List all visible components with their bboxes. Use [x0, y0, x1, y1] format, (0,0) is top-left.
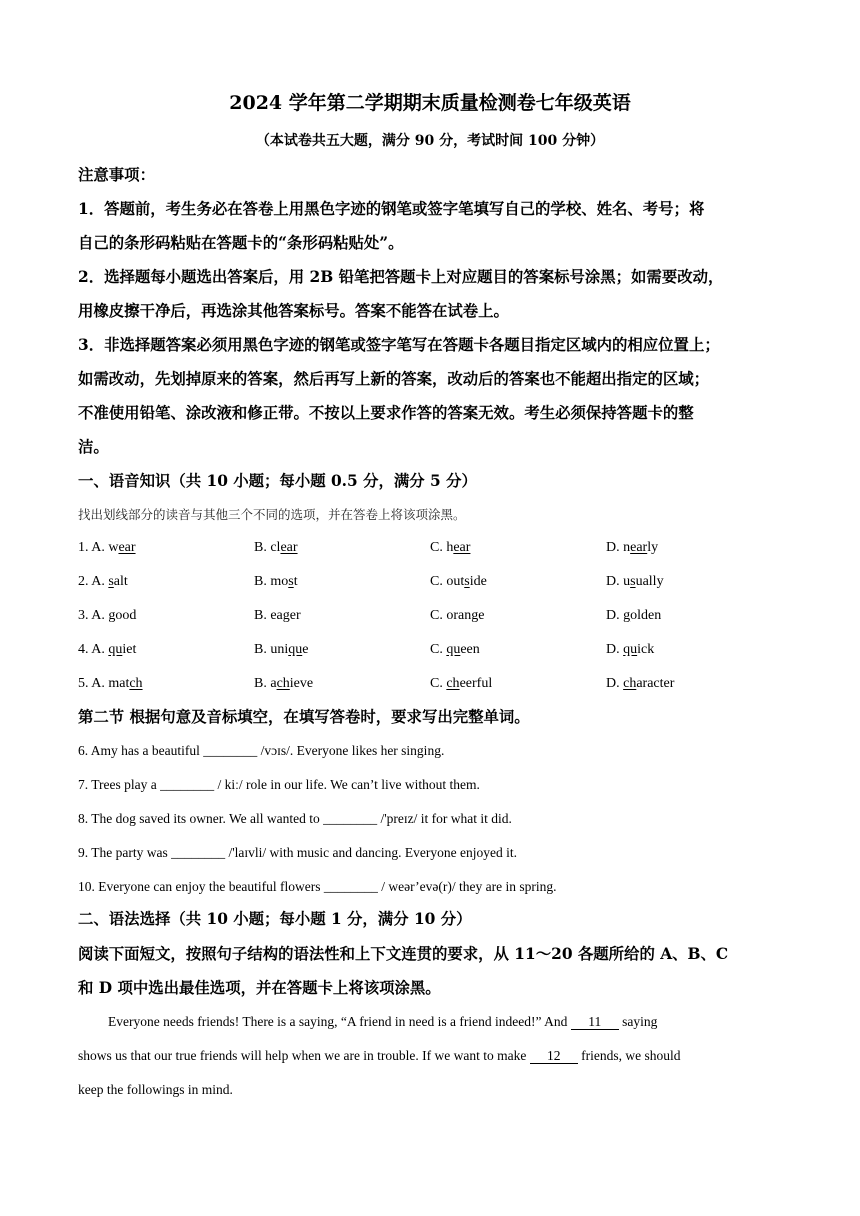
section2-heading: 二、语法选择（共 10 小题；每小题 1 分，满分 10 分） [78, 910, 472, 928]
passage-line-3: keep the followings in mind. [78, 1082, 233, 1097]
option-1c: C. hear [430, 540, 471, 555]
page-subtitle: （本试卷共五大题，满分 90 分，考试时间 100 分钟） [255, 133, 605, 149]
section1-heading: 一、语音知识（共 10 小题；每小题 0.5 分，满分 5 分） [78, 472, 477, 490]
option-4a: 4. A. quiet [78, 642, 137, 657]
fill-item-9: 9. The party was ________ /'laɪvli/ with music and dancing. Everyone enjoyed it. [78, 845, 517, 860]
notice-line: 不准使用铅笔、涂改液和修正带。不按以上要求作答的答案无效。考生必须保持答题卡的整 [78, 404, 694, 422]
fill-item-8: 8. The dog saved its owner. We all wanted to ________ /'preɪz/ it for what it did. [78, 811, 512, 826]
notice-line: 2．选择题每小题选出答案后，用 2B 铅笔把答题卡上对应题目的答案标号涂黑；如需要改动， [78, 268, 724, 286]
option-4d: D. quick [606, 642, 655, 657]
option-3b: B. eager [254, 608, 301, 623]
fill-item-6: 6. Amy has a beautiful ________ /vɔɪs/. Everyone likes her singing. [78, 743, 445, 758]
passage-line-1: Everyone needs friends! There is a saying, “A friend in need is a friend indeed!” And 11 saying [108, 1014, 658, 1029]
fill-item-10: 10. Everyone can enjoy the beautiful flowers ________ / weər’evə(r)/ they are in spring. [78, 879, 557, 894]
notice-line: 自己的条形码粘贴在答题卡的“条形码粘贴处”。 [78, 234, 404, 252]
option-1d: D. nearly [606, 540, 659, 555]
notice-line: 用橡皮擦干净后，再选涂其他答案标号。答案不能答在试卷上。 [78, 302, 509, 320]
blank-12: 12 [530, 1048, 578, 1064]
notice-line: 3．非选择题答案必须用黑色字迹的钢笔或签字笔写在答题卡各题目指定区域内的相应位置上； [78, 336, 720, 354]
option-3c: C. orange [430, 608, 485, 623]
notice-heading: 注意事项： [78, 166, 155, 184]
option-2c: C. outside [430, 574, 487, 589]
section1b-heading: 第二节 根据句意及音标填空，在填写答卷时，要求写出完整单词。 [78, 708, 530, 726]
section2-instruction-line: 和 D 项中选出最佳选项，并在答题卡上将该项涂黑。 [78, 979, 441, 997]
fill-item-7: 7. Trees play a ________ / kiː/ role in our life. We can’t live without them. [78, 777, 480, 792]
notice-line: 如需改动，先划掉原来的答案，然后再写上新的答案，改动后的答案也不能超出指定的区域； [78, 370, 710, 388]
option-5c: C. cheerful [430, 676, 493, 691]
option-1a: 1. A. wear [78, 540, 136, 555]
option-4c: C. queen [430, 642, 480, 657]
section2-instruction-line: 阅读下面短文，按照句子结构的语法性和上下文连贯的要求，从 11～20 各题所给的 A、B、C [78, 945, 729, 963]
page-title: 2024 学年第二学期期末质量检测卷七年级英语 [229, 92, 631, 114]
option-5a: 5. A. match [78, 676, 143, 691]
blank-11: 11 [571, 1014, 619, 1030]
option-4b: B. unique [254, 642, 309, 657]
option-2d: D. usually [606, 574, 664, 589]
option-1b: B. clear [254, 540, 298, 555]
option-5d: D. character [606, 676, 675, 691]
option-2b: B. most [254, 574, 298, 589]
option-2a: 2. A. salt [78, 574, 128, 589]
option-3d: D. golden [606, 608, 662, 623]
notice-line: 1．答题前，考生务必在答卷上用黑色字迹的钢笔或签字笔填写自己的学校、姓名、考号；将 [78, 200, 705, 218]
notice-line: 洁。 [78, 438, 109, 456]
option-3a: 3. A. good [78, 608, 137, 623]
passage-line-2: shows us that our true friends will help when we are in trouble. If we want to make 12 friends, we should [78, 1048, 681, 1063]
section1-instruction: 找出划线部分的读音与其他三个不同的选项，并在答卷上将该项涂黑。 [78, 507, 466, 522]
option-5b: B. achieve [254, 676, 314, 691]
